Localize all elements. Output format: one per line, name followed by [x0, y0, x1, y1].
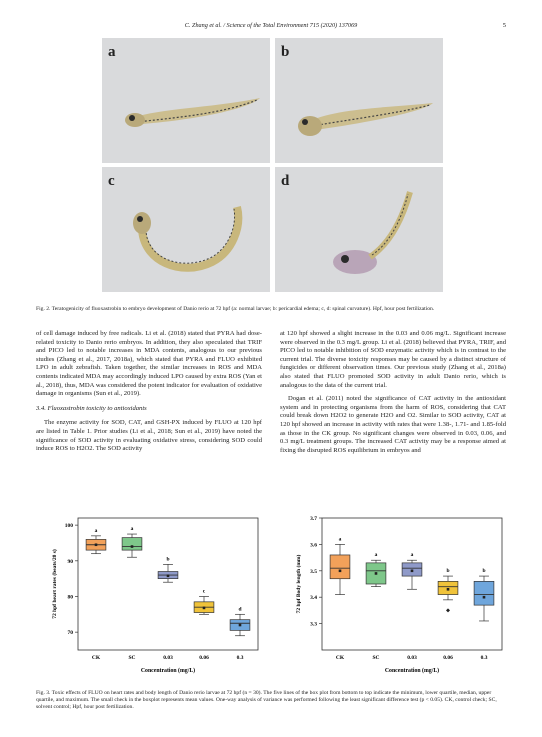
box-0.3	[474, 581, 494, 605]
panel-label: d	[281, 173, 290, 189]
left-column	[36, 330, 262, 459]
outlier-point	[446, 608, 450, 612]
significance-letter: a	[410, 552, 414, 559]
fig2-caption: Fig. 2. Teratogenicity of fluoxastrobin to embryo development of Danio rerio at 72 hpf (a: normal larvae; b: pericardial edema; c, d: spinal curvature). Hpf, hour post fertilization.	[36, 306, 435, 312]
x-tick-label: 0.03	[407, 655, 417, 661]
running-header: C. Zhang et al. / Science of the Total Environment 715 (2020) 137069	[184, 22, 358, 29]
x-tick-label: 0.3	[236, 655, 244, 661]
mean-marker	[131, 545, 134, 548]
panel-label: b	[281, 44, 290, 60]
larva-severe-curvature-image	[275, 167, 443, 292]
mean-marker	[339, 570, 342, 573]
paragraph: of cell damage induced by free radicals. Li et al. (2018) stated that PYRA had dose-related toxicity to Danio rerio embryos. In addition, they also speculated that TRIF and PICO led to notable increases in MDA contents, analogous to our previous studies (Zhang et al., 2017, 2018a), which stated that PYRA and FLUO exhibited LPO in adult zebrafish. Taken together, the similar increases in ROS and MDA contents indicated MDA may accordingly induced LPO caused by extra ROS (Yan et al., 2018), thus, MDA was considered the potent indicator for evaluation of oxidative damage in organisms (Sun et al., 2019).	[36, 330, 262, 398]
significance-letter: b	[446, 568, 450, 575]
photo-panel-a	[102, 38, 270, 163]
y-tick-label: 3.5	[310, 568, 317, 575]
mean-marker	[95, 543, 98, 546]
x-axis-label: Concentration (mg/L)	[140, 668, 196, 674]
fig3-caption: Fig. 3. Toxic effects of FLUO on heart rates and body length of Danio rerio larvae at 72 hpf (n = 30). The five lines of the box plot from bottom to top indicate the minimum, lower quartile, median, upper quartile, and maximum. The small check in the boxplot represents mean values. One-way analysis of variance was performed following the least significant difference test (p < 0.05). CK, control check; SC, solvent control; Hpf, hour post fertilization.	[36, 690, 497, 710]
y-axis-label: 72 hpf heart rates (beats/20 s)	[52, 549, 58, 619]
y-tick-label: 90	[67, 558, 73, 565]
paragraph: Dogan et al. (2011) noted the significance of CAT activity in the antioxidant system and in protecting organisms from the harm of ROS, considering that CAT could break down H2O2 to generate H2O and O2. Similar to SOD activity, CAT at 120 hpf showed an increase in activity with rates that were 1.38-, 1.71- and 1.85-fold as those in the CK group. No significant changes were observed in 0.03, 0.06, and 0.3 mg/L treatment groups. The increased CAT activity may be a response aimed at fixing the disrupted ROS equilibrium in embryos and	[280, 395, 506, 454]
heart-rate-chart	[36, 512, 268, 682]
photo-panel-d	[275, 167, 443, 292]
x-tick-label: 0.06	[199, 655, 209, 661]
x-tick-label: 0.3	[480, 655, 488, 661]
y-tick-label: 3.6	[310, 542, 317, 549]
mean-marker	[375, 572, 378, 575]
x-tick-label: CK	[335, 655, 345, 661]
y-tick-label: 70	[67, 630, 73, 637]
x-axis-label: Concentration (mg/L)	[384, 668, 440, 674]
paragraph: The enzyme activity for SOD, CAT, and GSH-PX induced by FLUO at 120 hpf are listed in Table 1. Prior studies (Li et al., 2018; Sun et al., 2019) have noted the significance of SOD activity in evaluating oxidative stress, considering SOD could induce ROS to H2O2. The SOD activity	[36, 419, 262, 453]
larva-pericardial-edema-image	[275, 38, 443, 163]
box-SC	[122, 538, 142, 550]
x-tick-label: 0.03	[163, 655, 173, 661]
y-tick-label: 3.3	[310, 621, 317, 628]
y-tick-label: 3.4	[310, 595, 317, 602]
significance-letter: a	[374, 552, 378, 559]
body-length-chart	[280, 512, 512, 682]
photo-panel-c	[102, 167, 270, 292]
mean-marker	[239, 624, 242, 627]
significance-letter: d	[238, 606, 242, 613]
significance-letter: c	[202, 588, 206, 595]
mean-marker	[447, 588, 450, 591]
mean-marker	[167, 574, 170, 577]
significance-letter: a	[338, 536, 342, 543]
x-tick-label: 0.06	[443, 655, 453, 661]
box-CK	[330, 555, 350, 579]
panel-label: a	[108, 44, 116, 60]
y-axis-label: 72 hpf Body length (mm)	[296, 554, 302, 614]
larva-normal-image	[102, 38, 270, 163]
photo-panel-b	[275, 38, 443, 163]
mean-marker	[411, 570, 414, 573]
mean-marker	[203, 607, 206, 610]
panel-label: c	[108, 173, 115, 189]
larva-spinal-curvature-image	[102, 167, 270, 292]
y-tick-label: 80	[67, 594, 73, 601]
x-tick-label: CK	[91, 655, 101, 661]
significance-letter: b	[166, 556, 170, 563]
section-heading: 3.4. Fluoxastrobin toxicity to antioxidants	[36, 404, 147, 412]
significance-letter: b	[482, 568, 486, 575]
paragraph: at 120 hpf showed a slight increase in the 0.03 and 0.06 mg/L. Significant increase were observed in the 0.3 mg/L group. Li et al. (2018) believed that PYRA, TRIF, and PICO led to notable inhibition of SOD enzymatic activity which is in contrast to the current trial. The diverse toxicity responses may be caused by a distinct structure of fungicides or different observation times. Our previous study (Zhang et al., 2018a) also stated that FLUO promoted SOD activity in adult Danio rerio, which is analogous to the data of the current trial.	[280, 330, 506, 389]
significance-letter: a	[130, 526, 134, 533]
x-tick-label: SC	[372, 655, 380, 661]
box-0.03	[402, 563, 422, 576]
box-0.06	[438, 581, 458, 594]
mean-marker	[483, 596, 486, 599]
right-column	[280, 330, 506, 460]
y-tick-label: 3.7	[310, 516, 317, 522]
page-number: 5	[502, 22, 506, 29]
y-tick-label: 100	[64, 523, 73, 530]
x-tick-label: SC	[128, 655, 136, 661]
significance-letter: a	[94, 527, 98, 534]
